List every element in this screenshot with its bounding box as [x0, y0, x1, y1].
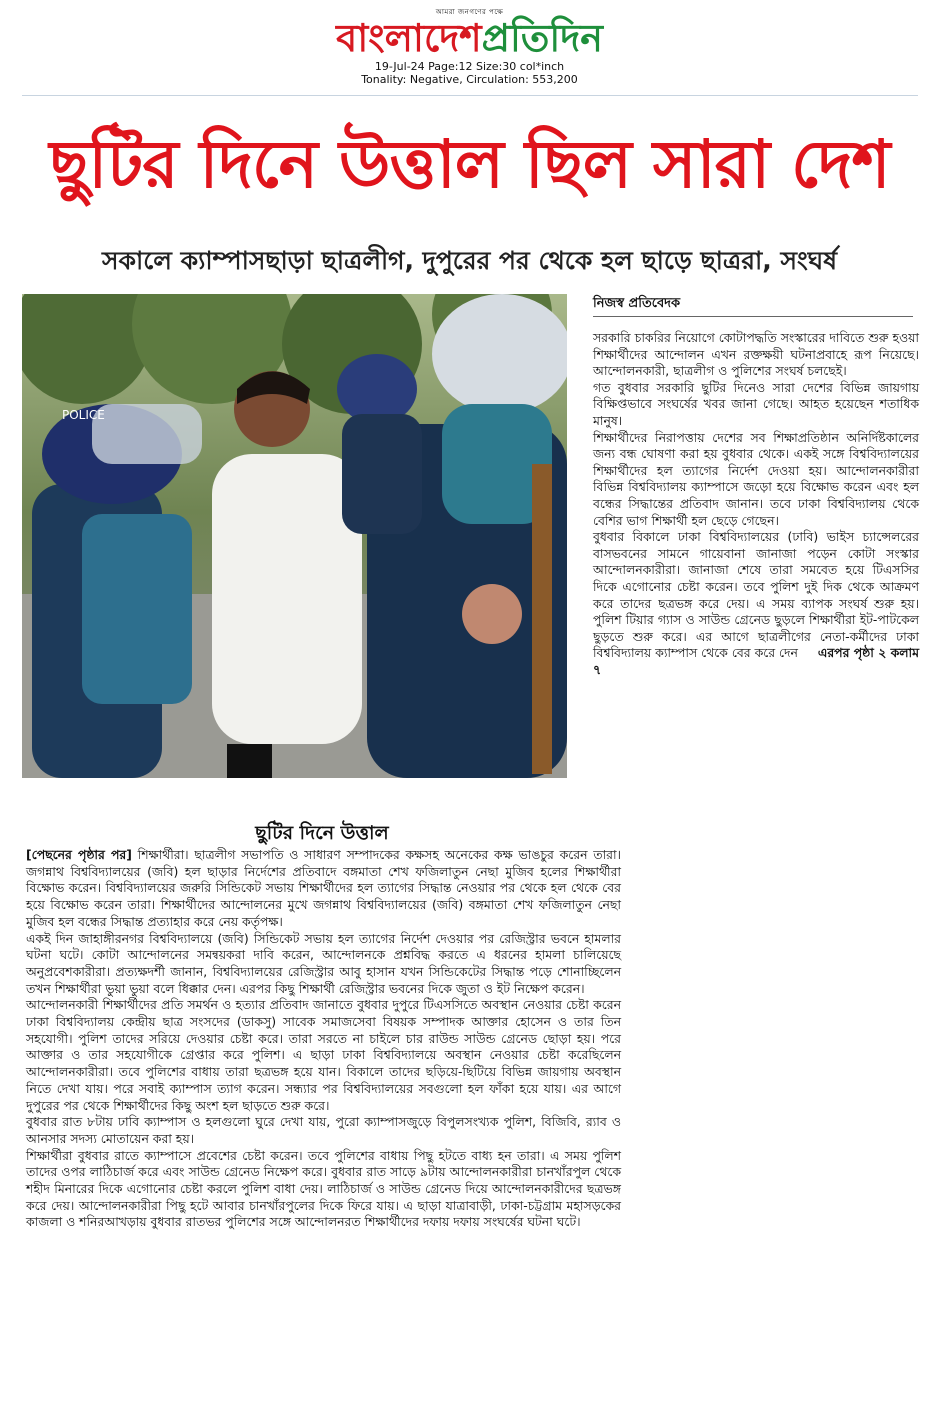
article-paragraph: শিক্ষার্থীদের নিরাপত্তায় দেশের সব শিক্ষাপ্রতিষ্ঠান অনির্দিষ্টকালের জন্য বন্ধ ঘোষণা করা হয় বুধবার থেকে। একই সঙ্গে বিশ্ববিদ্যালয়ের শিক্ষার্থীদের হল ত্যাগের নির্দেশ দেওয়া হয়। আন্দোলনকারীরা বিভিন্ন বিশ্ববিদ্যালয় ক্যাম্পাসে জড়ো হয়ে বিক্ষোভ করেন এবং হল বন্ধের সিদ্ধান্তের প্রতিবাদ জানান। তবে ঢাকা বিশ্ববিদ্যালয় থেকে বেশির ভাগ শিক্ষার্থী হল ছেড়ে গেছেন।	[593, 429, 919, 528]
clipping-info-line-1: 19-Jul-24 Page:12 Size:30 col*inch	[374, 60, 565, 73]
article-body	[593, 330, 919, 678]
continuation-paragraph: শিক্ষার্থীরা বুধবার রাতে ক্যাম্পাসে প্রবেশের চেষ্টা করেন। তবে পুলিশের বাধায় পিছু হটতে বাধ্য হন তারা। এ সময় পুলিশ তাদের ওপর লাঠিচার্জ করে এবং সাউন্ড গ্রেনেড নিক্ষেপ করে। বুধবার রাত সাড়ে ৯টায় আন্দোলনকারীরা চানখাঁরপুল থেকে শহীদ মিনারের দিকে এগোনোর চেষ্টা করলে পুলিশ বাধা দেয়। লাঠিচার্জ ও সাউন্ড গ্রেনেড দিয়ে আন্দোলনকারীদের ছত্রভঙ্গ করে দেয়। আন্দোলনকারীরা পিছু হটে আবার চানখাঁরপুলের দিকে ফিরে যায়। এ ছাড়া যাত্রাবাড়ী, ঢাকা-চট্টগ্রাম মহাসড়কের কাজলা ও শনিরআখড়ায় বুধবার রাতভর পুলিশের সঙ্গে আন্দোলনরত শিক্ষার্থীদের দফায় দফায় সংঘর্ষের ঘটনা ঘটে।	[26, 1147, 621, 1230]
continuation-paragraph: আন্দোলনকারী শিক্ষার্থীদের প্রতি সমর্থন ও হত্যার প্রতিবাদ জানাতে বুধবার দুপুরে টিএসসিতে অবস্থান নেওয়ার চেষ্টা করেন ঢাকা বিশ্ববিদ্যালয় কেন্দ্রীয় ছাত্র সংসদের (ডাকসু) সাবেক সমাজসেবা বিষয়ক সম্পাদক আক্তার হোসেন ও তার তিন সহযোগী। পুলিশ তাদের সরিয়ে দেওয়ার চেষ্টা করে। তারা সরতে না চাইলে চার রাউন্ড সাউন্ড গ্রেনেড ছোড়া হয়। পরে আক্তার ও তার সহযোগীকে গ্রেপ্তার করে পুলিশ। এ ছাড়া ঢাকা বিশ্ববিদ্যালয়ে অবস্থান নেওয়ার চেষ্টা করেছিলেন আন্দোলনকারীরা। তবে পুলিশের বাধায় তারা ছত্রভঙ্গ হয়ে যান। বিকালে তাদের ছড়িয়ে-ছিটিয়ে বিভিন্ন জায়গায় অবস্থান নিতে দেখা যায়। পরে সবাই ক্যাম্পাস ত্যাগ করেন। সন্ধ্যার পর বিশ্ববিদ্যালয়ের সবগুলো হল ফাঁকা হয়ে যায়। এর আগে দুপুরের পর থেকে শিক্ষার্থীদের কিছু অংশ হল ছাড়তে শুরু করে।	[26, 997, 621, 1113]
continuation-paragraph	[26, 847, 621, 931]
continuation-lead: [পেছনের পৃষ্ঠার পর]	[26, 847, 132, 862]
continuation-body	[26, 847, 621, 1231]
byline-divider	[593, 316, 913, 317]
newspaper-logo	[0, 16, 939, 60]
news-photo	[22, 294, 567, 778]
article-subheadline: সকালে ক্যাম্পাসছাড়া ছাত্রলীগ, দুপুরের পর থেকে হল ছাড়ে ছাত্ররা, সংঘর্ষ	[102, 246, 837, 275]
police-helmet-label: POLICE	[62, 408, 105, 422]
continuation-title: ছুটির দিনে উত্তাল	[255, 822, 389, 844]
article-paragraph	[593, 529, 919, 678]
logo-part-1: বাংলাদেশ	[336, 15, 482, 60]
masthead-tagline: আমরা জনগণের পক্ষে	[435, 8, 504, 16]
logo-part-2: প্রতিদিন	[481, 15, 603, 60]
article-headline: ছুটির দিনে উত্তাল ছিল সারা দেশ	[49, 126, 890, 203]
continuation-paragraph-text: শিক্ষার্থীরা। ছাত্রলীগ সভাপতি ও সাধারণ সম্পাদকের কক্ষসহ অনেকের কক্ষ ভাঙচুর করেন তারা। জগন্নাথ বিশ্ববিদ্যালয়ের (জবি) হল ছাড়ার নির্দেশের প্রতিবাদে বঙ্গমাতা শেখ ফজিলাতুন নেছা মুজিব হলের শিক্ষার্থীরা বিক্ষোভ করেন। বিশ্ববিদ্যালয়ের জরুরি সিন্ডিকেট সভায় শিক্ষার্থীদের হল ত্যাগের সিদ্ধান্ত নেওয়ার পর থেকে হল থেকে বের হয়ে বিক্ষোভ করেন তারা। শিক্ষার্থীদের আন্দোলনের মুখে জগন্নাথ বিশ্ববিদ্যালয়ের (জবি) বঙ্গমাতা শেখ ফজিলাতুন নেছা মুজিব হল বন্ধের সিদ্ধান্ত প্রত্যাহার করে নেয় কর্তৃপক্ষ।	[26, 847, 621, 929]
continuation-paragraph: একই দিন জাহাঙ্গীরনগর বিশ্ববিদ্যালয়ে (জবি) সিন্ডিকেট সভায় হল ত্যাগের নির্দেশ দেওয়ার পর রেজিস্ট্রার ভবনে হামলার ঘটনা ঘটে। কোটা আন্দোলনের সমন্বয়করা দাবি করেন, আন্দোলনকে প্রশ্নবিদ্ধ করতে এ ধরনের হামলা চালিয়েছে অনুপ্রবেশকারীরা। প্রত্যক্ষদর্শী জানান, বিশ্ববিদ্যালয়ের রেজিস্ট্রার আবু হাসান যখন সিন্ডিকেটের সিদ্ধান্ত পড়ে শোনাচ্ছিলেন তখন শিক্ষার্থীরা ভুয়া ভুয়া বলে ধিক্কার দেন। এরপর কিছু শিক্ষার্থী রেজিস্ট্রার ভবনের দিকে জুতা ও ইট নিক্ষেপ করেন।	[26, 930, 621, 996]
article-paragraph: গত বুধবার সরকারি ছুটির দিনেও সারা দেশের বিভিন্ন জায়গায় বিক্ষিপ্তভাবে সংঘর্ষের খবর জানা গেছে। আহত হয়েছেন শতাধিক মানুষ।	[593, 379, 919, 428]
article-byline: নিজস্ব প্রতিবেদক	[593, 296, 681, 311]
continuation-paragraph: বুধবার রাত ৮টায় ঢাবি ক্যাম্পাস ও হলগুলো ঘুরে দেখা যায়, পুরো ক্যাম্পাসজুড়ে বিপুলসংখ্যক পুলিশ, বিজিবি, র‍্যাব ও আনসার সদস্য মোতায়েন করা হয়।	[26, 1114, 621, 1146]
masthead	[0, 6, 939, 86]
continued-on-label: এরপর পৃষ্ঠা ২ কলাম ৭	[593, 645, 919, 677]
article-paragraph: সরকারি চাকরির নিয়োগে কোটাপদ্ধতি সংস্কারের দাবিতে শুরু হওয়া শিক্ষার্থীদের আন্দোলন এখন রক্তক্ষয়ী ঘটনাপ্রবাহে রূপ নিয়েছে। আন্দোলনকারী, ছাত্রলীগ ও পুলিশের সংঘর্ষ চলছেই।	[593, 330, 919, 379]
article-paragraph-text: বুধবার বিকালে ঢাকা বিশ্ববিদ্যালয়ের (ঢাবি) ভাইস চ্যান্সেলরের বাসভবনের সামনে গায়েবানা জানাজা পড়েন কোটা সংস্কার আন্দোলনকারীরা। জানাজা শেষে তারা সমবেত হয়ে টিএসসির দিকে এগোনোর চেষ্টা করেন। তবে পুলিশ দুই দিক থেকে আক্রমণ করে তাদের ছত্রভঙ্গ করে দেয়। এ সময় ব্যাপক সংঘর্ষ শুরু হয়। পুলিশ টিয়ার গ্যাস ও সাউন্ড গ্রেনেড ছুড়লে শিক্ষার্থীরা ইট-পাটকেল ছুড়তে শুরু করে। এর আগে ছাত্রলীগের নেতা-কর্মীদের ঢাকা বিশ্ববিদ্যালয় ক্যাম্পাস থেকে বের করে দেন	[593, 529, 919, 661]
clipping-info-line-2: Tonality: Negative, Circulation: 553,200	[361, 73, 578, 86]
masthead-divider	[22, 95, 918, 96]
